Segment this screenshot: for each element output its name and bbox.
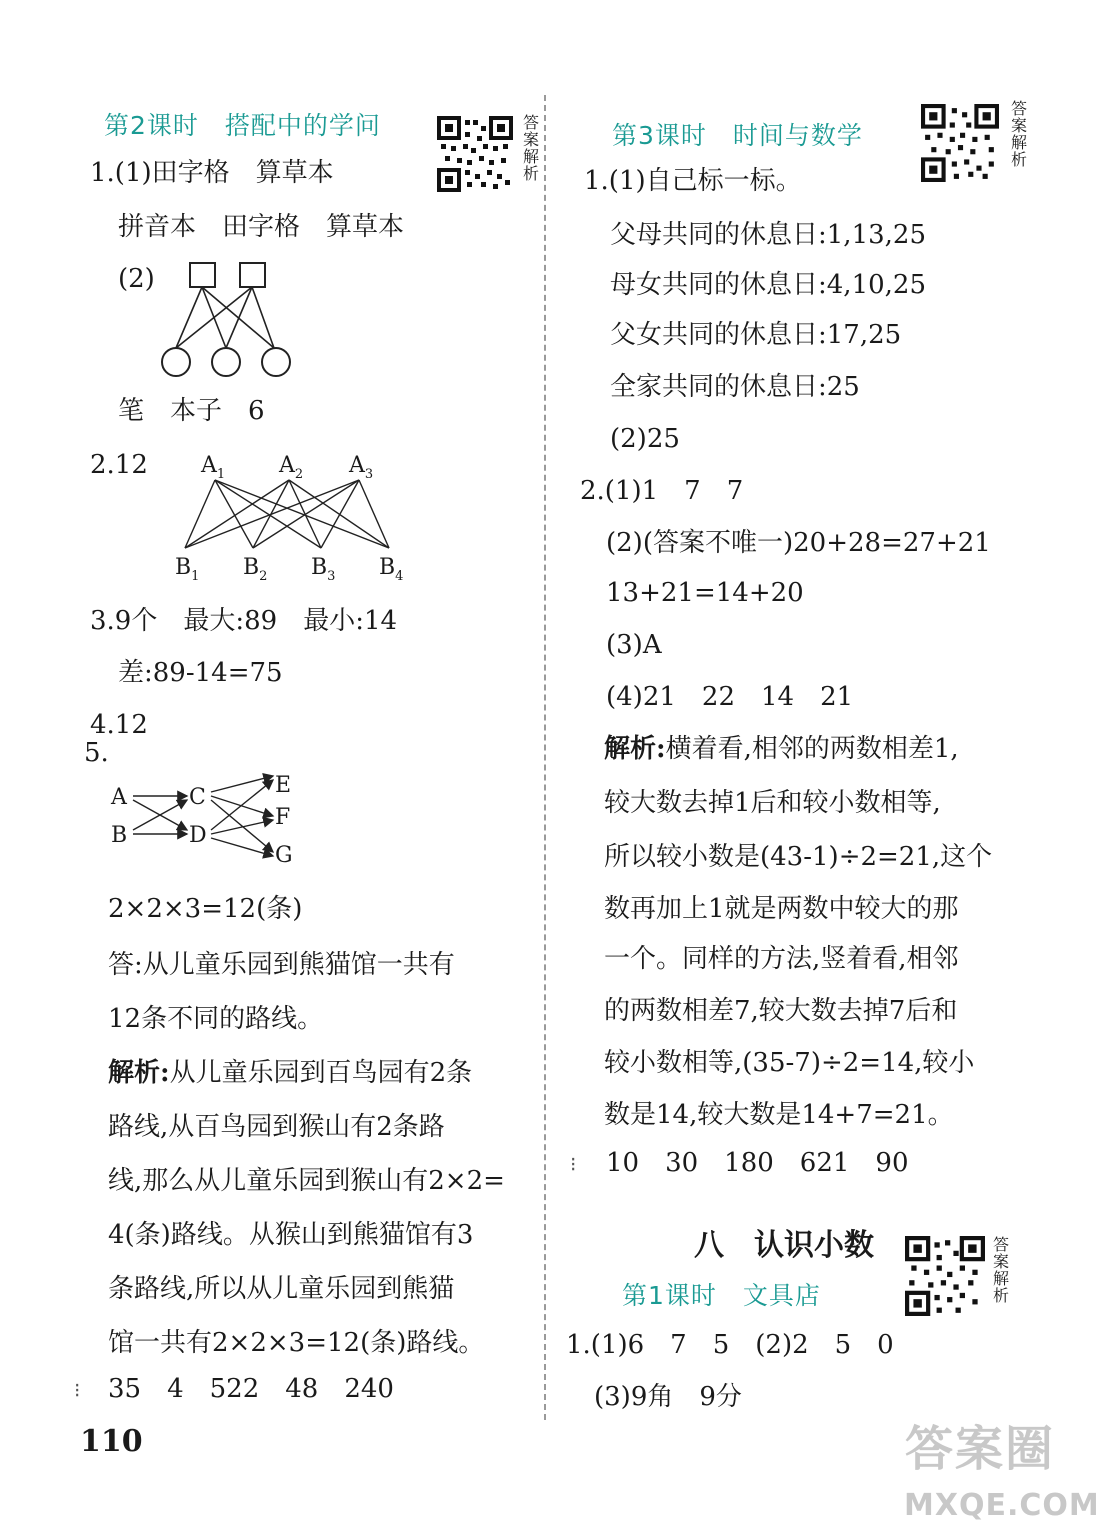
right-s1-line1: 1.(1)6 7 5 (2)2 5 0: [566, 1330, 894, 1360]
qr-code-icon: [920, 104, 1000, 182]
qr-code-icon: [437, 116, 513, 192]
left-analysis-line5: 条路线,所以从儿童乐园到熊猫: [108, 1274, 455, 1304]
left-q1-line1: 1.(1)田字格 算草本: [90, 158, 334, 188]
left-analysis-line6: 馆一共有2×2×3=12(条)路线。: [108, 1328, 485, 1358]
right-q1-line3: 母女共同的休息日:4,10,25: [610, 270, 926, 300]
left-q4: 4.12: [90, 710, 148, 740]
right-q1-line4: 父女共同的休息日:17,25: [610, 320, 902, 350]
right-q1-line1: 1.(1)自己标一标。: [584, 166, 802, 196]
left-analysis-line4: 4(条)路线。从猴山到熊猫馆有3: [108, 1220, 474, 1250]
right-q2-line1: 2.(1)1 7 7: [580, 476, 744, 506]
right-q2-line4: (3)A: [606, 630, 662, 660]
svg-text:F: F: [275, 805, 291, 830]
left-analysis-line3: 线,那么从儿童乐园到猴山有2×2=: [108, 1166, 505, 1196]
left-analysis-label: 解析:: [108, 1058, 170, 1088]
right-analysis-line8: 数是14,较大数是14+7=21。: [604, 1100, 954, 1130]
left-q1-line2: 拼音本 田字格 算草本: [118, 212, 405, 242]
left-q1-answer: 笔 本子 6: [118, 396, 265, 426]
qr-code-icon: [905, 1236, 985, 1316]
right-s1-line2: (3)9角 9分: [594, 1382, 742, 1412]
page-number: 110: [80, 1424, 143, 1459]
right-q1-line2: 父母共同的休息日:1,13,25: [610, 220, 926, 250]
right-bottom-line: 10 30 180 621 90: [606, 1148, 909, 1178]
right-q1-line5: 全家共同的休息日:25: [610, 372, 860, 402]
right-analysis-line3: 所以较小数是(43-1)÷2=21,这个: [604, 842, 993, 872]
right-q2-line5: (4)21 22 14 21: [606, 682, 854, 712]
matching-diagram-a-b: [165, 450, 415, 590]
svg-text:D: D: [189, 823, 207, 848]
label-a2: $A_2$: [279, 453, 304, 482]
right-analysis-line5: 一个。同样的方法,竖着看,相邻: [604, 944, 959, 974]
label-a1: $A_1$: [201, 453, 226, 482]
label-b4: $B_4$: [379, 555, 404, 584]
triple-dot-icon: ⁝: [570, 1152, 577, 1176]
right-analysis-line6: 的两数相差7,较大数去掉7后和: [604, 996, 958, 1026]
matching-diagram-boxes-circles: [150, 260, 300, 380]
section-title: 八 认识小数: [694, 1228, 874, 1263]
left-bottom-line: 35 4 522 48 240: [108, 1374, 394, 1404]
sub-lesson-heading: 第1课时 文具店: [622, 1281, 821, 1310]
lesson-heading-left: 第2课时 搭配中的学问: [104, 111, 381, 140]
right-q1-part2: (2)25: [610, 424, 680, 454]
left-q5-answer-line1: 答:从儿童乐园到熊猫馆一共有: [108, 950, 455, 980]
watermark-logo: 答案圈: [905, 1421, 1056, 1477]
left-q3-line2: 差:89-14=75: [118, 658, 283, 688]
qr-label: 答案解析: [522, 113, 539, 183]
triple-dot-icon: ⁝: [74, 1378, 81, 1402]
right-q2-line3: 13+21=14+20: [606, 578, 804, 608]
label-b3: $B_3$: [311, 555, 336, 584]
right-analysis-line7: 较小数相等,(35-7)÷2=14,较小: [604, 1048, 975, 1078]
left-q5-answer-line2: 12条不同的路线。: [108, 1004, 324, 1034]
left-q5-calc: 2×2×3=12(条): [108, 894, 303, 924]
left-q1-part2-label: (2): [118, 264, 155, 294]
left-analysis-line2: 路线,从百鸟园到猴山有2条路: [108, 1112, 445, 1142]
qr-label: 答案解析: [992, 1235, 1009, 1305]
right-analysis-line1: 解析:横着看,相邻的两数相差1,: [604, 734, 959, 764]
label-b1: $B_1$: [175, 555, 200, 584]
svg-text:G: G: [275, 843, 293, 868]
right-q2-line2: (2)(答案不唯一)20+28=27+21: [606, 528, 991, 558]
route-diagram: [105, 762, 305, 874]
right-analysis-line2: 较大数去掉1后和较小数相等,: [604, 788, 941, 818]
label-a3: $A_3$: [349, 453, 374, 482]
svg-text:A: A: [111, 785, 127, 810]
svg-text:C: C: [189, 785, 206, 810]
qr-label: 答案解析: [1010, 99, 1027, 169]
svg-text:E: E: [275, 773, 292, 798]
right-analysis-label: 解析:: [604, 734, 666, 764]
svg-text:B: B: [111, 823, 128, 848]
left-analysis-line1: 解析:从儿童乐园到百鸟园有2条: [108, 1058, 473, 1088]
lesson-heading-right: 第3课时 时间与数学: [612, 121, 863, 150]
right-analysis-line4: 数再加上1就是两数中较大的那: [604, 894, 959, 924]
column-divider: [544, 95, 546, 1420]
label-b2: $B_2$: [243, 555, 268, 584]
left-q3-line1: 3.9个 最大:89 最小:14: [90, 606, 398, 636]
left-q5: 5.: [84, 738, 109, 768]
left-q2: 2.12: [90, 450, 148, 480]
watermark-url: MXQE.COM: [904, 1488, 1100, 1523]
